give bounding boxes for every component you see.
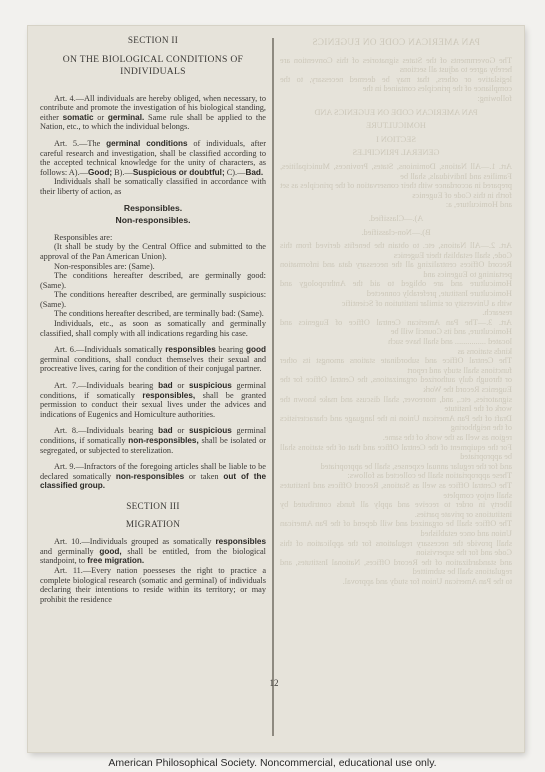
nonresponsibles-label: Non-responsibles.: [115, 215, 191, 226]
article-5: Art. 5.—The germinal conditions of individuals, after careful research and investigation, shall be classified according to the accepted technical knowledge for the unity of characters, as follows: A).—Good; B).—Suspicious or doubtful; C).—Bad.: [40, 138, 266, 177]
article-6: Art. 6.—Individuals somatically responsibles bearing good germinal conditions, shall conduct themselves their sexual and procreative lives, caring for the condition of their conjugal partner.: [40, 345, 266, 374]
bleedthrough-line: B).—Non-classified.: [361, 227, 431, 237]
bleedthrough-line: For the equipment of the Central Office and that of the stations shall be appropriated: [280, 442, 512, 462]
bleedthrough-line: The Office shall be organized and will depend of the Pan American Union and once established: [280, 519, 512, 538]
nonresponsibles-are: Non-responsibles are: (Same).: [54, 261, 155, 271]
conditions-good: The conditions hereafter described, are germinally good: (Same).: [40, 271, 266, 290]
bleedthrough-line: The Central Office as well as Stations, Record Offices and Institutes shall enjoy complete: [280, 480, 512, 500]
article-10: Art. 10.—Individuals grouped as somatically responsibles and germinally good, shall be entitled, from the biological standpoint, to free migration.: [40, 537, 266, 566]
bleedthrough-line: A).—Classified.: [368, 213, 424, 223]
section-heading: SECTION II: [127, 35, 179, 45]
bleedthrough-line: PAN AMERICAN CODE ON EUGENICS AND: [314, 107, 478, 117]
bleedthrough-line: signatories, etc., and, moreover, shall discuss and make known the work of the Institute: [280, 394, 512, 414]
document-page: [28, 26, 524, 752]
article-5-continued: Individuals shall be somatically classified in accordance with their liberty of action, as: [40, 177, 266, 196]
bleedthrough-line: SECTION I: [376, 134, 416, 144]
left-column: [40, 36, 266, 604]
article-11: Art. 11.—Every nation poesseses the right to practice a complete biological research (somatic and germinal) of individuals declaring their intentions to reside within its territory; or may prohibit the residence: [40, 565, 266, 604]
bleedthrough-line: HOMICULTURE: [366, 121, 426, 131]
responsibles-are: Responsibles are:: [54, 232, 113, 242]
bleedthrough-text: [280, 56, 512, 587]
article-4: Art. 4.—All individuals are hereby obliged, when necessary, to contribute and promote the investigation of his biological standing, either somatic or germinal. Same rule shall be applied to the Nation, etc., to which the individual belongs.: [40, 93, 266, 132]
copyright-caption: American Philosophical Society. Noncommercial, educational use only.: [108, 757, 437, 769]
bleedthrough-line: Art. 1.—All Nations, Dominions, States, Provinces, Municipalities, Families and Individuals, shall be: [280, 161, 512, 181]
bleedthrough-line: and for the regular annual expenses, shall be appropriated: [320, 461, 512, 471]
bleedthrough-line: The Central Office and subordinate stations amongst its other functions shall study and report: [280, 356, 512, 375]
conditions-bad: The conditions hereafter described, are terminally bad: (Same).: [54, 309, 264, 319]
bleedthrough-line: legislative or others, that may be deemed necessary, to the compliance of the principles contained in the: [280, 74, 512, 94]
page-number: 12: [269, 678, 279, 688]
bleedthrough-line: Homiculture and are obliged to aid the Anthropology and Homiculture Institute, preferably connected: [280, 279, 512, 299]
bleedthrough-line: and Homiculture, a:: [445, 200, 512, 210]
bleedthrough-line: Draft of the Pan American Union in the language and characteristics of the neighboring: [280, 413, 512, 433]
bleedthrough-line: with a University or similar institution of Scientific: [341, 298, 512, 308]
bleedthrough-line: kinds stations as: [457, 346, 512, 356]
bleedthrough-line: Art. 2.—All Nations, etc. to obtain the benefits derived from this Code, shall establish their Eugenics: [280, 241, 512, 260]
responsibles-note: (It shall be study by the Central Office and submitted to the approval of the Pan American Union).: [40, 242, 266, 261]
section-heading-3: SECTION III: [126, 500, 180, 511]
bleedthrough-line: to the Pan American Union for study and approval.: [342, 576, 512, 586]
bleedthrough-line: liberty in order to receive and apply all funds contributed by institutions or private parties.: [280, 500, 512, 519]
bleedthrough-header: PAN AMERICAN CODE ON EUGENICS: [312, 37, 480, 47]
article-8: Art. 8.—Individuals bearing bad or suspicious germinal conditions, if somatically non-responsibles, shall be isolated or segregated, or subjected to sterelization.: [40, 426, 266, 455]
column-divider: [272, 38, 274, 736]
responsibles-label: Responsibles.: [123, 202, 183, 213]
article-9: Art. 9.—Infractors of the foregoing articles shall be liable to be declared somatically non-responsibles or taken out of the classified group.: [40, 462, 266, 491]
individuals-classified: Individuals, etc., as soon as somatically and germinally classified, shall comply with all indications regarding his case.: [40, 319, 266, 338]
bleedthrough-line: research.: [482, 308, 512, 318]
bleedthrough-line: Art. 3.—The Pan American Central Office of Eugenics and Homiculture, and its Council will be: [280, 317, 512, 337]
bleedthrough-line: following:: [477, 93, 512, 103]
bleedthrough-line: The Governments of the States signatories of this Convention are hereby agree to adjust all sections: [280, 55, 512, 75]
bleedthrough-line: Record Offices centralizing all the necessary data and information pertaining to Eugenics and: [280, 260, 512, 279]
article-7: Art. 7.—Individuals bearing bad or suspicious germinal conditions, if somatically responsibles, shall be granted permission to conduct their sexual lives under the advices and indications of Eugenics and Homiculture authorities.: [40, 381, 266, 419]
bleedthrough-line: region as well as the work of the same.: [382, 432, 512, 442]
section-title-migration: MIGRATION: [125, 518, 181, 529]
bleedthrough-line: or through duly authorized organizations, the Central Office for the Eugenics Record the Work: [280, 375, 512, 394]
bleedthrough-line: located ............... and shall have such: [388, 337, 512, 347]
bleedthrough-line: prepared in accordance with their conservation of the principles as set forth in this Code of Eugenics: [280, 181, 512, 200]
bleedthrough-line: These appropriation shall be collected as follows:: [347, 471, 512, 481]
conditions-suspicious: The conditions hereafter described, are germinally suspicious: (Same).: [40, 290, 266, 309]
right-column-bleedthrough: [280, 38, 512, 586]
bleedthrough-line: shall provide the necessary regulations for the application of this Code and for the supervision: [280, 538, 512, 558]
section-title: ON THE BIOLOGICAL CONDITIONS OF INDIVIDUALS: [62, 53, 244, 77]
bleedthrough-line: and standardization of the Record Offices, National Institutes, and regulations shall be submitted: [280, 557, 512, 577]
bleedthrough-line: GENERAL PRINCIPLES: [352, 148, 440, 158]
